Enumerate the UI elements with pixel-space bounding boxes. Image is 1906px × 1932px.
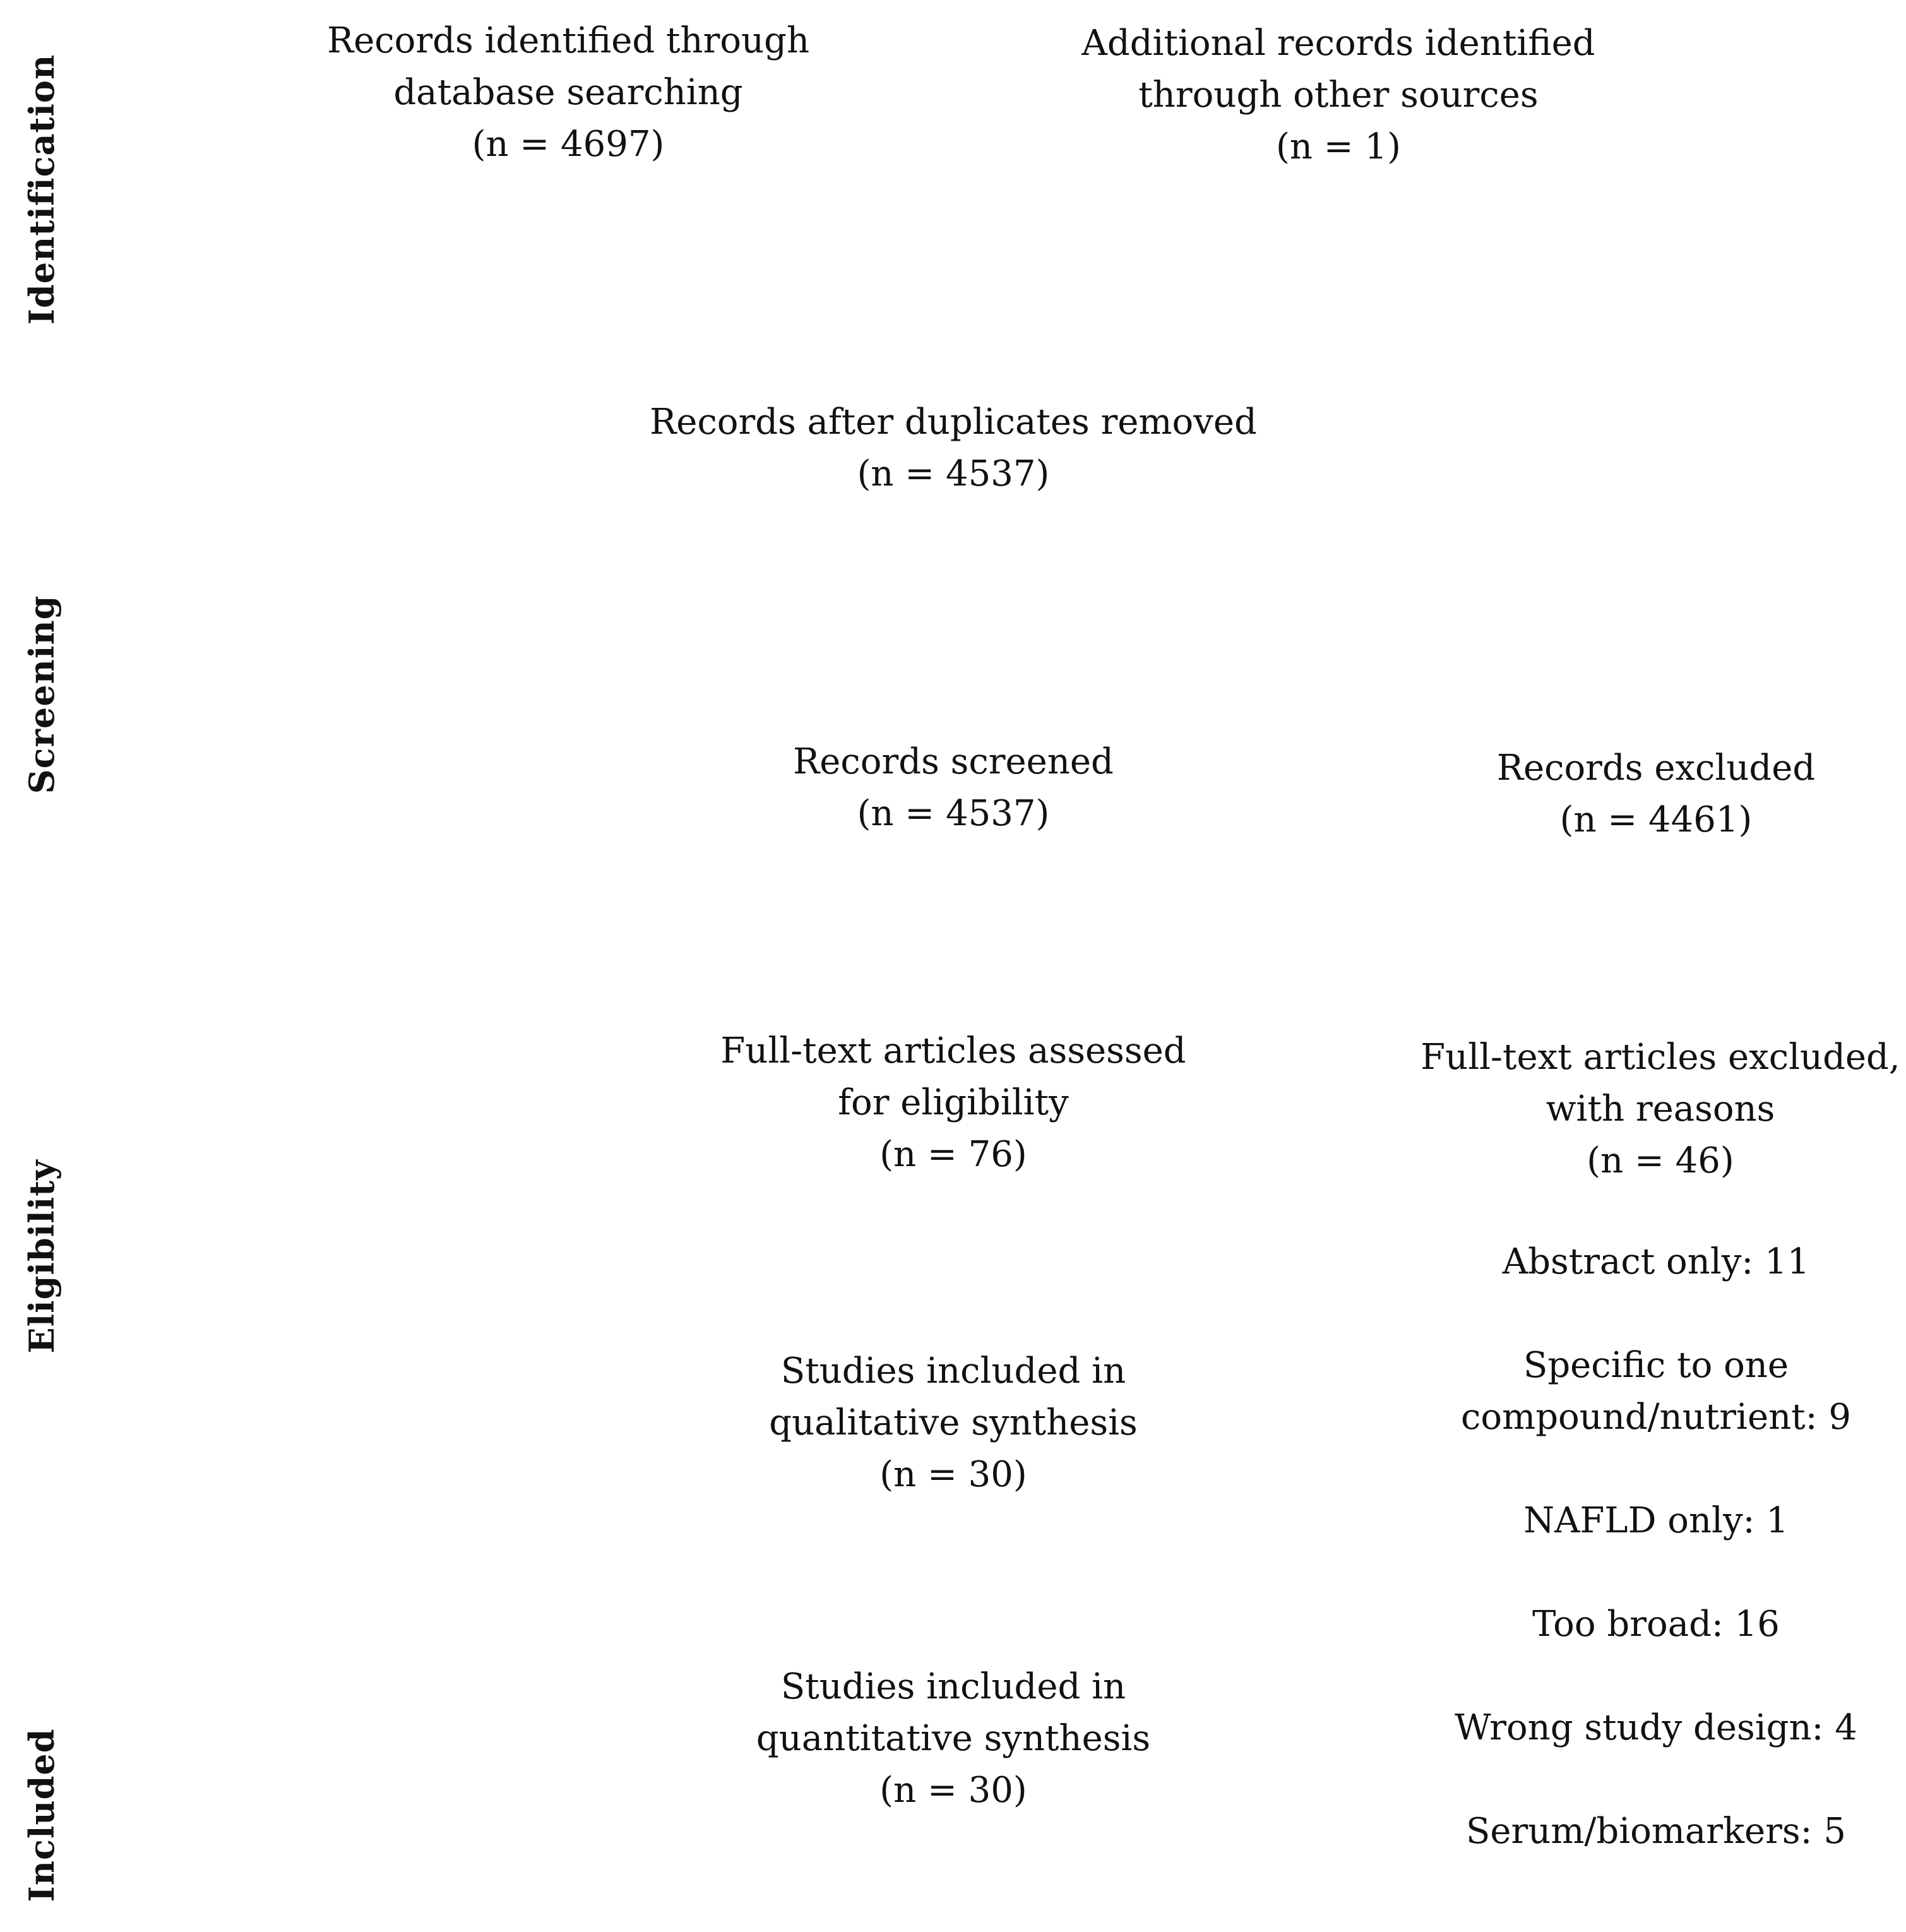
screened-line1: Records screened bbox=[793, 741, 1114, 782]
reason-too-broad: Too broad: 16 bbox=[1532, 1604, 1780, 1645]
excluded-count: (n = 4461) bbox=[1559, 799, 1753, 840]
fulltext-excluded-box bbox=[1421, 1032, 1900, 1187]
other-sources-count: (n = 1) bbox=[1276, 126, 1401, 167]
quantitative-box bbox=[756, 1661, 1150, 1816]
fulltext-assessed-line1: Full-text articles assessed bbox=[720, 1030, 1186, 1071]
quantitative-line1: Studies included in bbox=[780, 1666, 1126, 1707]
stage-label-screening: Screening bbox=[21, 595, 62, 794]
screened-count: (n = 4537) bbox=[857, 793, 1050, 834]
other-sources-line2: through other sources bbox=[1138, 75, 1539, 116]
db-search-box bbox=[327, 15, 809, 170]
exclusion-reasons-list bbox=[1455, 1236, 1857, 1857]
qualitative-line2: qualitative synthesis bbox=[769, 1402, 1138, 1443]
duplicates-removed-box bbox=[650, 397, 1257, 500]
fulltext-assessed-count: (n = 76) bbox=[879, 1134, 1027, 1175]
duplicates-removed-line1: Records after duplicates removed bbox=[650, 402, 1257, 443]
db-search-line2: database searching bbox=[393, 72, 743, 113]
other-sources-box bbox=[1081, 18, 1595, 173]
qualitative-count: (n = 30) bbox=[879, 1454, 1027, 1495]
fulltext-excluded-line1: Full-text articles excluded, bbox=[1421, 1037, 1900, 1078]
qualitative-line1: Studies included in bbox=[780, 1351, 1126, 1392]
reason-specific-line2: compound/nutrient: 9 bbox=[1461, 1397, 1851, 1438]
reason-serum-biomarkers: Serum/biomarkers: 5 bbox=[1466, 1811, 1846, 1852]
excluded-box bbox=[1497, 742, 1815, 846]
stage-label-eligibility: Eligibility bbox=[21, 1159, 62, 1354]
reason-specific-line1: Specific to one bbox=[1523, 1345, 1789, 1386]
db-search-line1: Records identified through bbox=[326, 20, 810, 61]
reason-wrong-design: Wrong study design: 4 bbox=[1455, 1707, 1857, 1748]
fulltext-excluded-count: (n = 46) bbox=[1587, 1140, 1734, 1181]
quantitative-line2: quantitative synthesis bbox=[756, 1718, 1151, 1759]
other-sources-line1: Additional records identified bbox=[1081, 23, 1595, 64]
db-search-count: (n = 4697) bbox=[472, 124, 665, 165]
fulltext-assessed-line2: for eligibility bbox=[838, 1082, 1069, 1123]
reason-abstract-only: Abstract only: 11 bbox=[1502, 1241, 1810, 1282]
qualitative-box bbox=[769, 1345, 1138, 1501]
stage-label-identification: Identification bbox=[21, 54, 62, 325]
reason-specific-compound bbox=[1455, 1340, 1857, 1443]
fulltext-excluded-line2: with reasons bbox=[1546, 1088, 1775, 1130]
screened-box bbox=[793, 736, 1114, 840]
stage-label-included: Included bbox=[21, 1728, 62, 1902]
duplicates-removed-count: (n = 4537) bbox=[857, 453, 1050, 494]
fulltext-assessed-box bbox=[720, 1025, 1186, 1181]
excluded-line1: Records excluded bbox=[1496, 748, 1816, 789]
quantitative-count: (n = 30) bbox=[879, 1770, 1027, 1811]
reason-nafld-only: NAFLD only: 1 bbox=[1523, 1500, 1789, 1541]
